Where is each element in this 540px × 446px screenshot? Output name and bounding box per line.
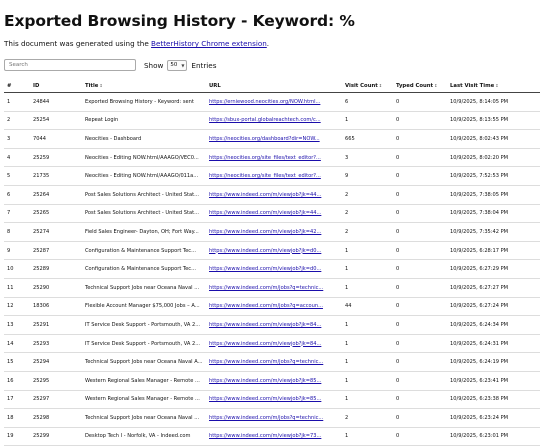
row-last-visit: 10/9/2025, 7:38:04 PM — [447, 204, 540, 223]
row-url — [206, 371, 342, 390]
row-url — [206, 241, 342, 260]
row-visit-count: 1 — [342, 353, 393, 372]
row-visit-count: 2 — [342, 223, 393, 242]
row-last-visit: 10/9/2025, 6:23:01 PM — [447, 427, 540, 446]
row-visit-count: 1 — [342, 278, 393, 297]
row-index: 10 — [4, 260, 30, 279]
page-description — [4, 39, 536, 48]
row-url-link[interactable]: https://www.indeed.com/m/viewjob?jk=d0... — [209, 266, 322, 273]
row-title: Neocities - Editing NOW.html/AAAGO/011a... — [82, 167, 206, 186]
row-index: 16 — [4, 371, 30, 390]
row-id: 25254 — [30, 111, 82, 130]
row-last-visit: 10/9/2025, 8:02:20 PM — [447, 148, 540, 167]
row-id: 25287 — [30, 241, 82, 260]
table-row — [4, 260, 540, 279]
row-index: 18 — [4, 409, 30, 428]
row-index: 15 — [4, 353, 30, 372]
row-visit-count: 1 — [342, 241, 393, 260]
table-controls — [4, 58, 536, 72]
row-last-visit: 10/9/2025, 6:27:29 PM — [447, 260, 540, 279]
row-id: 25294 — [30, 353, 82, 372]
row-visit-count: 1 — [342, 427, 393, 446]
row-typed-count: 0 — [393, 371, 447, 390]
row-index: 6 — [4, 185, 30, 204]
row-index: 12 — [4, 297, 30, 316]
row-title: IT Service Desk Support - Portsmouth, VA 2... — [82, 316, 206, 335]
row-title: Neocities - Editing NOW.html/AAAGO/VEC0... — [82, 148, 206, 167]
row-url — [206, 427, 342, 446]
row-url-link[interactable]: https://www.indeed.com/m/viewjob?jk=84... — [209, 321, 322, 328]
row-last-visit: 10/9/2025, 6:28:17 PM — [447, 241, 540, 260]
row-visit-count: 1 — [342, 390, 393, 409]
table-row — [4, 390, 540, 409]
row-url-link[interactable]: https://www.indeed.com/m/viewjob?jk=85... — [209, 377, 322, 384]
row-id: 25293 — [30, 334, 82, 353]
row-visit-count: 2 — [342, 204, 393, 223]
row-typed-count: 0 — [393, 167, 447, 186]
row-last-visit: 10/9/2025, 6:23:38 PM — [447, 390, 540, 409]
column-header-visit-count[interactable]: Visit Count↕ — [342, 79, 393, 93]
row-id: 25298 — [30, 409, 82, 428]
row-typed-count: 0 — [393, 260, 447, 279]
row-url — [206, 111, 342, 130]
row-url-link[interactable]: https://www.indeed.com/m/jobs?q=accoun... — [209, 303, 323, 310]
row-url — [206, 93, 342, 112]
row-typed-count: 0 — [393, 297, 447, 316]
row-index: 14 — [4, 334, 30, 353]
row-url — [206, 204, 342, 223]
row-title: Exported Browsing History - Keyword: sent — [82, 93, 206, 112]
row-last-visit: 10/9/2025, 6:24:19 PM — [447, 353, 540, 372]
row-visit-count: 1 — [342, 111, 393, 130]
row-visit-count: 1 — [342, 334, 393, 353]
row-index: 3 — [4, 130, 30, 149]
row-last-visit: 10/9/2025, 7:52:53 PM — [447, 167, 540, 186]
row-title: Field Sales Engineer- Dayton, OH; Fort Way... — [82, 223, 206, 242]
table-row — [4, 167, 540, 186]
row-typed-count: 0 — [393, 278, 447, 297]
row-index: 11 — [4, 278, 30, 297]
table-row — [4, 353, 540, 372]
row-id: 18306 — [30, 297, 82, 316]
row-url-link[interactable]: https://www.indeed.com/m/viewjob?jk=85... — [209, 396, 322, 403]
row-index: 7 — [4, 204, 30, 223]
table-row — [4, 316, 540, 335]
table-row — [4, 427, 540, 446]
row-index: 19 — [4, 427, 30, 446]
row-id: 25290 — [30, 278, 82, 297]
row-typed-count: 0 — [393, 409, 447, 428]
row-last-visit: 10/9/2025, 8:02:43 PM — [447, 130, 540, 149]
row-typed-count: 0 — [393, 390, 447, 409]
column-header-last-visit[interactable]: Last Visit Time↕ — [447, 79, 540, 93]
entries-label: Entries — [191, 60, 217, 70]
row-visit-count: 665 — [342, 130, 393, 149]
row-visit-count: 1 — [342, 371, 393, 390]
row-typed-count: 0 — [393, 204, 447, 223]
row-visit-count: 9 — [342, 167, 393, 186]
entries-select-value: 50 — [170, 62, 178, 68]
row-last-visit: 10/9/2025, 8:14:05 PM — [447, 93, 540, 112]
row-url-link[interactable]: https://www.indeed.com/m/viewjob?jk=d0... — [209, 247, 322, 254]
row-index: 4 — [4, 148, 30, 167]
row-visit-count: 2 — [342, 185, 393, 204]
row-visit-count: 1 — [342, 260, 393, 279]
row-url-link[interactable]: https://www.indeed.com/m/jobs?q=technic... — [209, 284, 324, 291]
row-typed-count: 0 — [393, 111, 447, 130]
sort-icon: ↕ — [495, 82, 499, 88]
row-id: 7044 — [30, 130, 82, 149]
sort-icon: ↕ — [99, 82, 103, 88]
extension-link[interactable]: BetterHistory Chrome extension — [151, 39, 267, 48]
column-header-title[interactable]: Title↕ — [82, 79, 206, 93]
row-url-link[interactable]: https://www.indeed.com/m/jobs?q=technic... — [209, 359, 324, 366]
row-last-visit: 10/9/2025, 7:38:05 PM — [447, 185, 540, 204]
row-title: Configuration & Maintenance Support Tec... — [82, 260, 206, 279]
row-typed-count: 0 — [393, 148, 447, 167]
row-id: 25264 — [30, 185, 82, 204]
row-id: 24844 — [30, 93, 82, 112]
row-index: 9 — [4, 241, 30, 260]
row-typed-count: 0 — [393, 334, 447, 353]
row-url-link[interactable]: https://www.indeed.com/m/viewjob?jk=73... — [209, 433, 322, 440]
table-row — [4, 241, 540, 260]
row-url-link[interactable]: https://erniewood.neocities.org/NOW.html... — [209, 98, 321, 105]
row-index: 1 — [4, 93, 30, 112]
row-title: Western Regional Sales Manager - Remote ... — [82, 371, 206, 390]
row-url-link[interactable]: https://neocities.org/site_files/text_editor?... — [209, 154, 321, 161]
description-suffix: . — [266, 39, 270, 48]
table-row — [4, 130, 540, 149]
show-label: Show — [144, 60, 164, 70]
table-row — [4, 278, 540, 297]
row-id: 25295 — [30, 371, 82, 390]
row-visit-count: 44 — [342, 297, 393, 316]
table-row — [4, 148, 540, 167]
row-index: 17 — [4, 390, 30, 409]
column-header-url: URL — [206, 79, 342, 93]
row-title: Flexible Account Manager $75,000 Jobs – A... — [82, 297, 206, 316]
row-typed-count: 0 — [393, 185, 447, 204]
row-last-visit: 10/9/2025, 6:24:31 PM — [447, 334, 540, 353]
row-visit-count: 2 — [342, 409, 393, 428]
row-index: 13 — [4, 316, 30, 335]
row-url-link[interactable]: https://www.indeed.com/m/jobs?q=technic... — [209, 414, 324, 421]
row-id: 25274 — [30, 223, 82, 242]
row-url-link[interactable]: https://www.indeed.com/m/viewjob?jk=44... — [209, 191, 322, 198]
row-last-visit: 10/9/2025, 6:27:24 PM — [447, 297, 540, 316]
row-title: Technical Support Jobs near Oceana Naval A... — [82, 353, 206, 372]
row-id: 21735 — [30, 167, 82, 186]
row-url-link[interactable]: https://neocities.org/dashboard?dir=NOW... — [209, 135, 320, 142]
row-title: Western Regional Sales Manager - Remote ... — [82, 390, 206, 409]
row-id: 25297 — [30, 390, 82, 409]
row-title: Post Sales Solutions Architect - United Stat... — [82, 204, 206, 223]
page-title: Exported Browsing History - Keyword: % — [4, 12, 355, 30]
row-index: 5 — [4, 167, 30, 186]
row-title: Configuration & Maintenance Support Tec... — [82, 241, 206, 260]
sort-icon: ↕ — [378, 82, 383, 88]
row-index: 8 — [4, 223, 30, 242]
column-header-index: # — [4, 79, 30, 93]
row-url-link[interactable]: https://www.indeed.com/m/viewjob?jk=42... — [209, 228, 322, 235]
row-visit-count: 6 — [342, 93, 393, 112]
row-last-visit: 10/9/2025, 7:35:42 PM — [447, 223, 540, 242]
row-title: Post Sales Solutions Architect - United Stat... — [82, 185, 206, 204]
row-url-link[interactable]: https://sbux-portal.globalreachtech.com/c... — [209, 117, 321, 124]
entries-select[interactable] — [167, 60, 187, 71]
row-title: Technical Support Jobs near Oceana Naval ... — [82, 409, 206, 428]
row-url — [206, 390, 342, 409]
row-url — [206, 278, 342, 297]
row-last-visit: 10/9/2025, 8:13:55 PM — [447, 111, 540, 130]
row-index: 2 — [4, 111, 30, 130]
chevron-down-icon: ▼ — [181, 62, 185, 68]
table-row — [4, 93, 540, 112]
row-id: 25259 — [30, 148, 82, 167]
table-body — [4, 93, 540, 446]
column-header-typed-count[interactable]: Typed Count↕ — [393, 79, 447, 93]
row-title: Neocities - Dashboard — [82, 130, 206, 149]
row-url — [206, 409, 342, 428]
table-row — [4, 409, 540, 428]
row-url — [206, 297, 342, 316]
table-header-row — [4, 79, 540, 93]
row-typed-count: 0 — [393, 130, 447, 149]
history-table — [4, 79, 540, 446]
description-prefix: This document was generated using the — [4, 39, 149, 48]
row-url — [206, 148, 342, 167]
sort-icon: ↕ — [434, 82, 438, 88]
row-last-visit: 10/9/2025, 6:24:34 PM — [447, 316, 540, 335]
row-visit-count: 3 — [342, 148, 393, 167]
row-url-link[interactable]: https://neocities.org/site_files/text_editor?... — [209, 173, 321, 180]
table-row — [4, 223, 540, 242]
column-header-id: ID — [30, 79, 82, 93]
row-url-link[interactable]: https://www.indeed.com/m/viewjob?jk=44... — [209, 210, 322, 217]
search-input[interactable] — [4, 59, 136, 71]
row-url — [206, 185, 342, 204]
row-id: 25291 — [30, 316, 82, 335]
row-title: Repeat Login — [82, 111, 206, 130]
row-title: Technical Support Jobs near Oceana Naval ... — [82, 278, 206, 297]
row-url — [206, 316, 342, 335]
row-typed-count: 0 — [393, 241, 447, 260]
row-typed-count: 0 — [393, 316, 447, 335]
row-id: 25289 — [30, 260, 82, 279]
row-id: 25299 — [30, 427, 82, 446]
table-row — [4, 371, 540, 390]
row-url — [206, 167, 342, 186]
row-title: Desktop Tech I - Norfolk, VA - Indeed.com — [82, 427, 206, 446]
table-row — [4, 185, 540, 204]
row-id: 25265 — [30, 204, 82, 223]
entries-control — [144, 60, 216, 71]
row-url — [206, 353, 342, 372]
row-title: IT Service Desk Support - Portsmouth, VA 2... — [82, 334, 206, 353]
row-last-visit: 10/9/2025, 6:23:41 PM — [447, 371, 540, 390]
row-url — [206, 223, 342, 242]
table-row — [4, 204, 540, 223]
row-last-visit: 10/9/2025, 6:27:27 PM — [447, 278, 540, 297]
row-visit-count: 1 — [342, 316, 393, 335]
row-typed-count: 0 — [393, 427, 447, 446]
table-row — [4, 111, 540, 130]
row-typed-count: 0 — [393, 93, 447, 112]
row-url — [206, 334, 342, 353]
table-row — [4, 297, 540, 316]
row-url — [206, 260, 342, 279]
row-url — [206, 130, 342, 149]
row-typed-count: 0 — [393, 353, 447, 372]
row-typed-count: 0 — [393, 223, 447, 242]
row-last-visit: 10/9/2025, 6:23:24 PM — [447, 409, 540, 428]
table-row — [4, 334, 540, 353]
row-url-link[interactable]: https://www.indeed.com/m/viewjob?jk=84... — [209, 340, 322, 347]
